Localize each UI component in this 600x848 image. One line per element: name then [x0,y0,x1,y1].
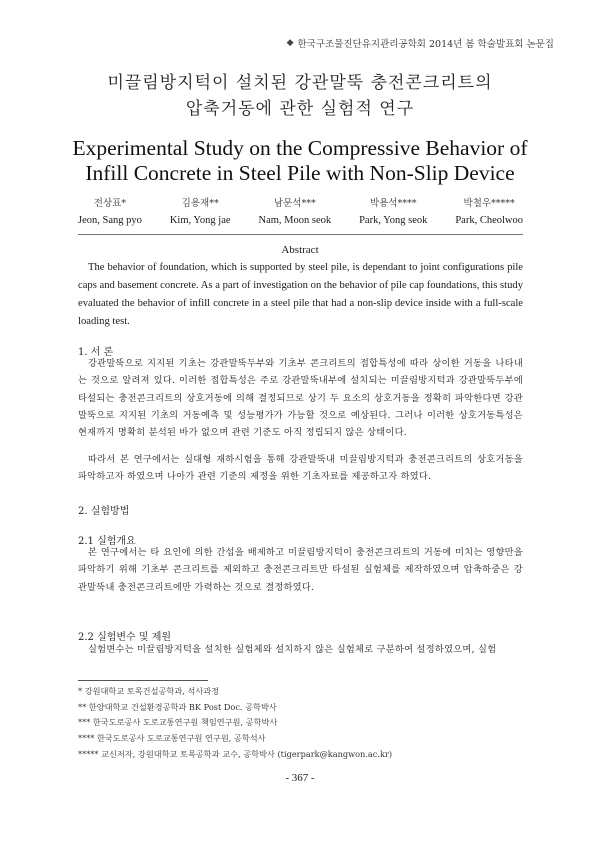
running-header [287,36,554,50]
running-header-text: 한국구조물진단유지관리공학회 2014년 봄 학술발표회 논문집 [297,39,554,50]
footnote-3: *** 한국도로공사 도로교통연구원 책임연구원, 공학박사 [78,717,278,728]
title-korean-line-2: 압축거동에 관한 실험적 연구 [185,99,415,119]
author-1 [78,195,142,229]
section-2-1-heading: 2.1 실험개요 [78,536,136,547]
section-1-heading: 1. 서 론 [78,347,114,358]
author-4 [359,195,427,229]
author-name-english: Kim, Yong jae [169,215,231,226]
author-2 [170,195,231,229]
author-name-english: Park, Cheolwoo [455,215,523,226]
section-2-2-heading: 2.2 실험변수 및 제원 [78,632,172,643]
footnote-2: ** 한양대학교 건설환경공학과 BK Post Doc. 공학박사 [78,701,277,712]
author-divider [78,234,523,235]
title-korean [0,70,600,122]
author-name-english: Jeon, Sang pyo [78,215,142,226]
footnote-divider [78,680,208,681]
footnote-1: * 강원대학교 토목건설공학과, 석사과정 [78,686,220,696]
author-3 [259,195,332,229]
section-2-heading: 2. 실험방법 [78,506,130,517]
section-2-1-paragraph: 본 연구에서는 타 요인에 의한 간섭을 배제하고 미끌림방지턱이 충전콘크리트의 거동에 미치는 영향만을 파악하기 위해 기초부 콘크리트를 제외하고 충전콘크리트만 타설된 실험체를 제작하였으며 압축하중은 강관말뚝내 충전콘크리트에만 가력하는 것으로 결정하였다. [78,547,523,593]
title-english-line-2: Infill Concrete in Steel Pile with Non-Slip Device [85,161,515,185]
author-name-english: Park, Yong seok [359,215,428,226]
abstract-text: The behavior of foundation, which is supported by steel pile, is dependant to joint configurations pile caps and basement concrete. As a part of investigation on the behavior of pile cap foundations, this study evaluated the behavior of infill concrete in a steel pile that had a non-slip device inside with a full-scale loading test. [78,262,523,327]
page-number: - 367 - [285,772,315,784]
diamond-bullet-icon: ◆ [286,38,294,48]
footnotes [78,684,523,763]
footnote-4: **** 한국도로공사 도로교통연구원 연구원, 공학석사 [78,733,266,744]
section-2-2-paragraph: 실험변수는 미끌림방지턱을 설치한 실험체와 설치하지 않은 실험체로 구분하여 설정하였으며, 실험 [88,644,497,655]
title-english-line-1: Experimental Study on the Compressive Behavior of [72,136,528,160]
abstract-heading: Abstract [281,244,319,256]
title-english [0,136,600,186]
author-name-english: Nam, Moon seok [258,215,332,226]
author-name-korean: 박용석**** [369,198,417,209]
title-korean-line-1: 미끌림방지턱이 설치된 강관말뚝 충전콘크리트의 [107,73,493,93]
author-name-korean: 박철우***** [463,198,515,209]
footnote-5: ***** 교신저자, 강원대학교 토목공학과 교수, 공학박사 (tigerpark@kangwon.ac.kr) [78,748,393,759]
author-name-korean: 전상표* [93,198,127,209]
section-1-paragraph-2: 따라서 본 연구에서는 실대형 재하시험을 통해 강관말뚝내 미끌림방지턱과 충전콘크리트의 상호거동을 파악하고자 하였으며 나아가 관련 기준의 제정을 위한 기초자료를 제공하고자 하였다. [78,454,523,483]
author-list [78,195,523,229]
author-name-korean: 남문석*** [273,198,316,209]
section-1-paragraph-1: 강관말뚝으로 지지된 기초는 강관말뚝두부와 기초부 콘크리트의 접합특성에 따라 상이한 거동을 나타내는 것으로 알려져 있다. 이러한 접합특성은 주로 강관말뚝내부에 설치되는 미끌림방지턱과 강관말뚝두부에 타설되는 충전콘크리트의 상호거동에 의해 결정되므로 상기 두 요소의 상호거동을 정확히 파악한다면 강관말뚝으로 지지된 기초의 거동예측 및 성능평가가 가능할 것으로 예상된다. 그러나 이러한 상호거동특성은 현재까지 명확히 분석된 바가 없으며 관련 기준도 아직 정립되지 않은 상태이다. [78,358,523,439]
author-name-korean: 김용재** [181,198,219,209]
author-5 [455,195,523,229]
